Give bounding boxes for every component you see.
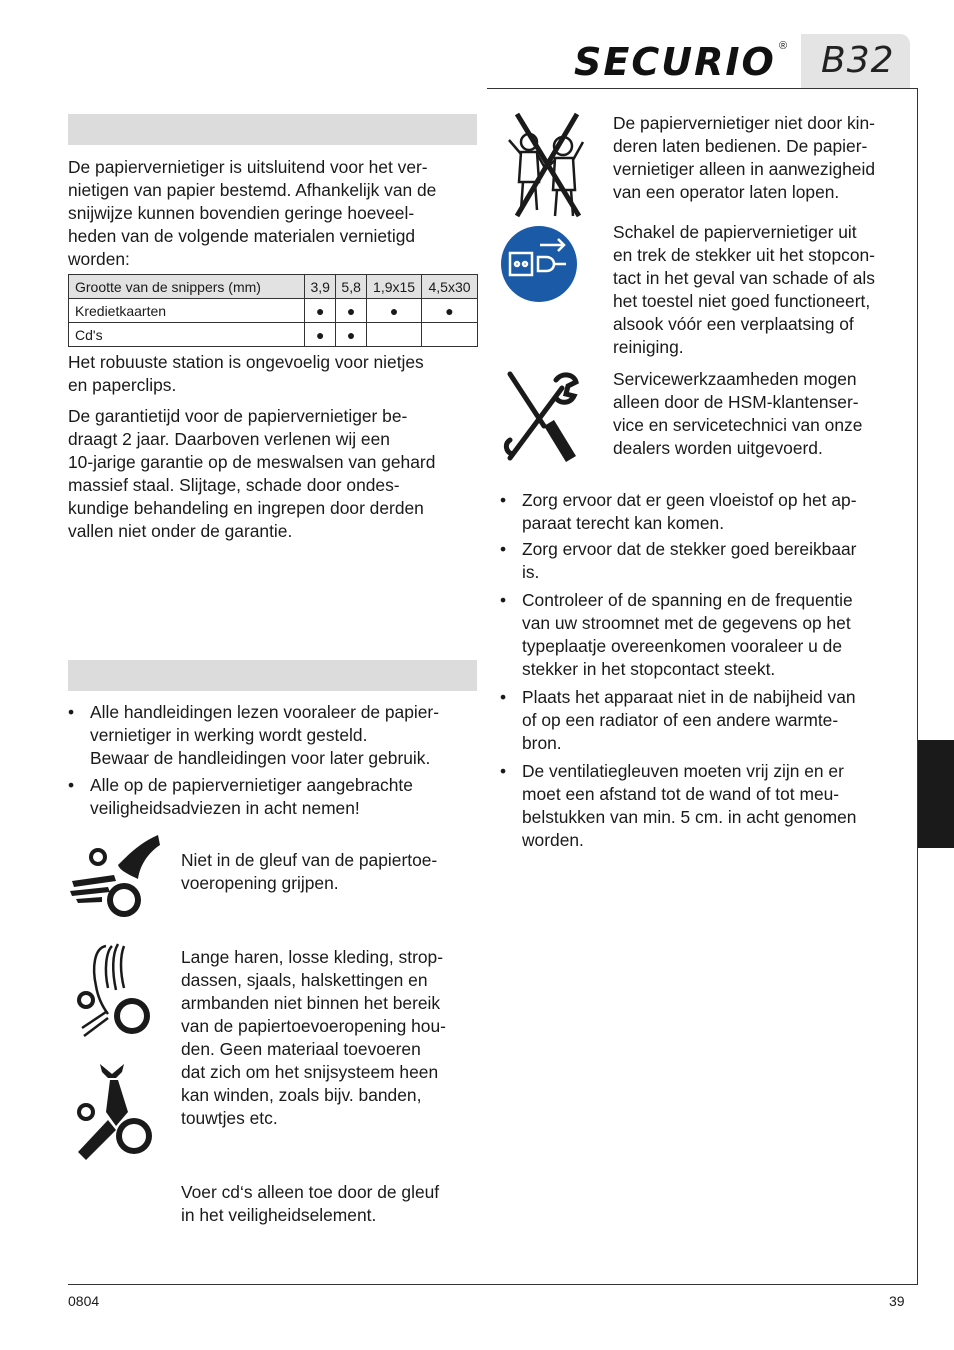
table-cell: Cd's — [69, 323, 305, 347]
table-row — [69, 299, 478, 323]
table-header-cell: 4,5x30 — [422, 275, 478, 299]
footer-code: 0804 — [68, 1293, 100, 1309]
unplug-mandatory-icon — [500, 225, 578, 303]
table-cell: ● — [422, 299, 478, 323]
tools-service-icon — [500, 370, 580, 464]
hand-warning-text: Niet in de gleuf van de papiertoe- voeropening grijpen. — [181, 850, 438, 893]
frame-line-right — [917, 88, 918, 1285]
bullet-dot: • — [68, 702, 75, 722]
table-cell: Kredietkaarten — [69, 299, 305, 323]
brand-logo: SECURIO — [574, 40, 776, 84]
frame-line-bottom — [68, 1284, 918, 1285]
table-header-cell: Grootte van de snippers (mm) — [69, 275, 305, 299]
table-header-cell: 3,9 — [305, 275, 336, 299]
shred-size-table — [68, 274, 478, 347]
warranty-paragraph: De garantietijd voor de papiervernietiger be- draagt 2 jaar. Daarboven verlenen wij een 10-jarige garantie op de meswalsen van gehard massief staal. Slijtage, schade door ondes- kundige behandeling en ingrepen door derden vallen niet onder de garantie. — [68, 406, 436, 541]
table-cell: ● — [305, 323, 336, 347]
table-cell: ● — [336, 299, 367, 323]
robust-paragraph: Het robuuste station is ongevoelig voor nietjes en paperclips. — [68, 352, 424, 395]
no-children-icon — [503, 112, 589, 218]
intro-paragraph: De papiervernietiger is uitsluitend voor het ver- nietigen van papier bestemd. Afhankelijk van de snijwijze kunnen bovendien geringe hoeveel- heden van de volgende materialen vernietigd worden: — [68, 157, 437, 269]
bullet-dot: • — [500, 490, 507, 510]
unplug-warning-text: Schakel de papiervernietiger uit en trek de stekker uit het stopcon- tact in het geval van schade of als het toestel niet goed functioneert, alsook vóór een verplaatsing of reiniging. — [613, 222, 875, 357]
table-cell — [367, 323, 422, 347]
section-bar-intended-use — [68, 114, 477, 145]
table-cell: ● — [305, 299, 336, 323]
page-number: 39 — [889, 1293, 905, 1309]
tie-in-gears-warning-icon — [72, 1060, 156, 1160]
bullet-dot: • — [500, 687, 507, 707]
model-name: B32 — [821, 40, 895, 81]
bullet-dot: • — [500, 761, 507, 781]
section-bar-safety — [68, 660, 477, 691]
table-header-cell: 5,8 — [336, 275, 367, 299]
table-header-row — [69, 275, 478, 299]
service-warning-text: Servicewerkzaamheden mogen alleen door de HSM-klantenser- vice en servicetechnici van onze dealers worden uitgevoerd. — [613, 369, 863, 458]
hair-warning-text: Lange haren, losse kleding, strop- dassen, sjaals, halskettingen en armbanden niet binnen het bereik van de papiertoevoeropening hou- den. Geen materiaal toevoeren dat zich om het snijsysteem heen kan winden, zoals bijv. banden, touwtjes etc. — [181, 947, 446, 1128]
hand-in-gears-warning-icon — [68, 835, 160, 925]
cd-warning-text: Voer cd‘s alleen toe door de gleuf in het veiligheidselement. — [181, 1182, 440, 1225]
table-cell: ● — [367, 299, 422, 323]
bullet-dot: • — [500, 590, 507, 610]
frame-line-top — [487, 88, 918, 89]
model-badge — [801, 34, 910, 88]
table-cell: ● — [336, 323, 367, 347]
registered-mark: ® — [779, 40, 788, 52]
bullet-dot: • — [500, 539, 507, 559]
table-cell — [422, 323, 478, 347]
brand-header — [574, 34, 910, 88]
table-row — [69, 323, 478, 347]
bullet-dot: • — [68, 775, 75, 795]
table-header-cell: 1,9x15 — [367, 275, 422, 299]
language-side-tab — [918, 740, 954, 848]
children-warning-text: De papiervernietiger niet door kin- deren laten bedienen. De papier- vernietiger alleen in aanwezigheid van een operator laten lopen. — [613, 113, 875, 202]
hair-in-gears-warning-icon — [72, 942, 156, 1042]
